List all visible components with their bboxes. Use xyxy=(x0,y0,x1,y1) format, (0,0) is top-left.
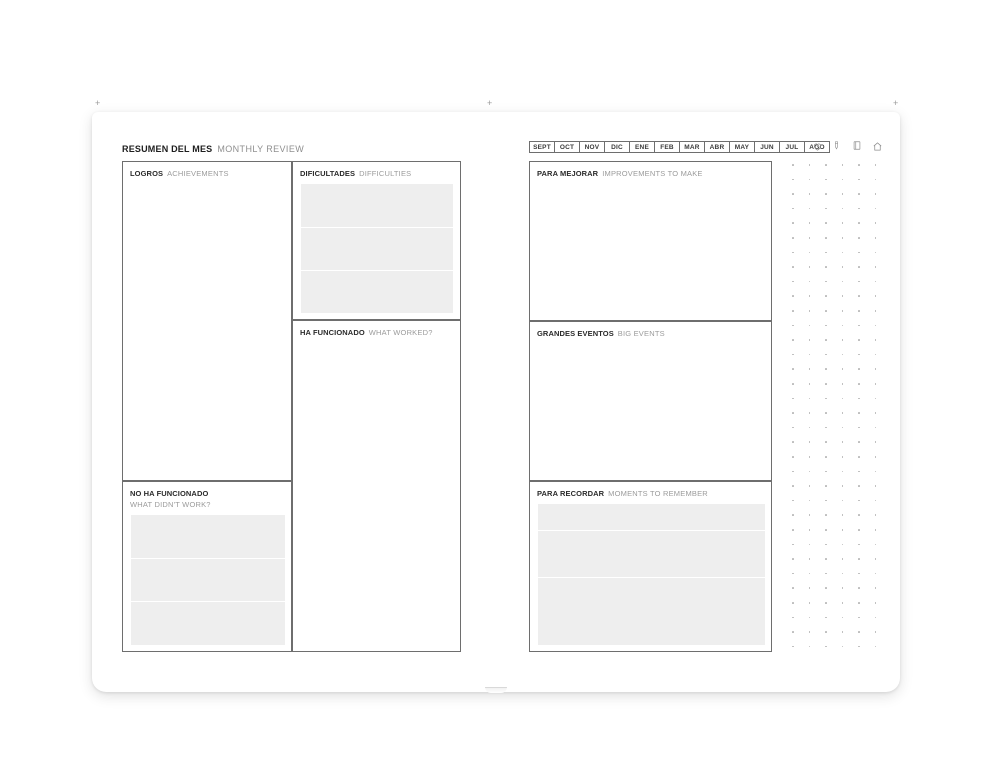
grid-dot xyxy=(825,514,827,516)
grid-dot xyxy=(825,325,827,327)
page-title-en: MONTHLY REVIEW xyxy=(217,144,305,154)
grid-dot xyxy=(875,281,877,283)
grid-dot xyxy=(792,471,794,473)
grid-dot xyxy=(792,617,794,619)
grid-dot xyxy=(792,398,794,400)
crop-mark-top-center: + xyxy=(487,98,493,108)
grid-dot xyxy=(858,456,860,458)
grid-dot xyxy=(825,339,827,341)
page-title-es: RESUMEN DEL MES xyxy=(122,144,213,154)
grid-dot xyxy=(858,573,860,575)
grid-dot xyxy=(809,398,811,400)
grid-dot xyxy=(842,325,844,327)
grid-dot xyxy=(809,602,811,604)
grid-dot xyxy=(858,558,860,560)
grid-dot xyxy=(825,529,827,531)
grid-dot xyxy=(858,646,860,648)
month-tab-dic[interactable]: DIC xyxy=(605,142,630,152)
grid-dot xyxy=(809,208,811,210)
grid-dot xyxy=(875,164,877,166)
grid-dot xyxy=(792,325,794,327)
grid-dot xyxy=(842,646,844,648)
grid-dot xyxy=(875,544,877,546)
grid-dot xyxy=(858,427,860,429)
book-icon[interactable] xyxy=(852,139,863,152)
grid-dot xyxy=(825,544,827,546)
grid-dot xyxy=(792,441,794,443)
home-icon[interactable] xyxy=(872,139,883,152)
grid-dot xyxy=(825,179,827,181)
grid-dot xyxy=(858,587,860,589)
grid-dot xyxy=(875,573,877,575)
grid-dot xyxy=(858,281,860,283)
grid-dot xyxy=(842,602,844,604)
section-what-didnt-work[interactable] xyxy=(122,481,292,652)
grid-dot xyxy=(858,368,860,370)
grid-dot xyxy=(825,558,827,560)
grid-dot xyxy=(875,383,877,385)
grid-dot xyxy=(875,339,877,341)
grid-dot xyxy=(858,514,860,516)
grid-dot xyxy=(809,441,811,443)
grid-dot xyxy=(842,441,844,443)
grid-dot xyxy=(792,310,794,312)
month-tab-may[interactable]: MAY xyxy=(730,142,755,152)
grid-dot xyxy=(875,500,877,502)
grid-dot xyxy=(825,193,827,195)
grid-dot xyxy=(858,179,860,181)
grid-dot xyxy=(842,266,844,268)
grid-dot xyxy=(825,252,827,254)
grid-dot xyxy=(875,208,877,210)
grid-dot xyxy=(825,383,827,385)
heart-icon[interactable] xyxy=(812,139,823,152)
grid-dot xyxy=(875,456,877,458)
month-tab-jun[interactable]: JUN xyxy=(755,142,780,152)
section-moments-to-remember-label: PARA RECORDAR MOMENTS TO REMEMBER xyxy=(537,489,708,498)
grid-dot xyxy=(825,368,827,370)
grid-dot xyxy=(809,354,811,356)
grid-dot xyxy=(858,383,860,385)
section-what-worked-label: HA FUNCIONADO WHAT WORKED? xyxy=(300,328,433,337)
grid-dot xyxy=(825,281,827,283)
grid-dot xyxy=(809,587,811,589)
grid-dot xyxy=(858,529,860,531)
grid-dot xyxy=(842,500,844,502)
grid-dot xyxy=(842,631,844,633)
grid-dot xyxy=(825,646,827,648)
grid-dot xyxy=(875,646,877,648)
grid-dot xyxy=(809,368,811,370)
grid-dot xyxy=(825,222,827,224)
section-what-worked[interactable] xyxy=(292,320,461,652)
grid-dot xyxy=(792,266,794,268)
grid-dot xyxy=(809,325,811,327)
grid-dot xyxy=(875,631,877,633)
grid-dot xyxy=(858,412,860,414)
grid-dot xyxy=(842,222,844,224)
grid-dot xyxy=(792,485,794,487)
section-improvements[interactable] xyxy=(529,161,772,321)
grid-dot xyxy=(858,208,860,210)
page-title xyxy=(122,142,304,155)
grid-dot xyxy=(842,514,844,516)
grid-dot xyxy=(842,383,844,385)
grid-dot xyxy=(825,237,827,239)
grid-dot xyxy=(792,281,794,283)
grid-dot xyxy=(842,573,844,575)
section-what-didnt-work-label: NO HA FUNCIONADO WHAT DIDN'T WORK? xyxy=(130,489,211,509)
month-tab-jul[interactable]: JUL xyxy=(780,142,805,152)
grid-dot xyxy=(875,602,877,604)
grid-dot xyxy=(842,412,844,414)
grid-dot xyxy=(858,354,860,356)
grid-dot xyxy=(875,514,877,516)
grid-dot xyxy=(792,573,794,575)
grid-dot xyxy=(792,383,794,385)
grid-dot xyxy=(809,237,811,239)
grid-dot xyxy=(792,602,794,604)
grid-dot xyxy=(792,368,794,370)
grid-dot xyxy=(809,617,811,619)
grid-dot xyxy=(875,354,877,356)
grid-dot xyxy=(858,222,860,224)
grid-dot xyxy=(792,456,794,458)
grid-dot xyxy=(842,456,844,458)
grid-dot xyxy=(825,208,827,210)
grid-dot xyxy=(858,485,860,487)
grid-dot xyxy=(792,208,794,210)
grid-dot xyxy=(842,193,844,195)
crop-mark-top-left: + xyxy=(95,98,101,108)
grid-dot xyxy=(858,398,860,400)
section-improvements-label: PARA MEJORAR IMPROVEMENTS TO MAKE xyxy=(537,169,703,178)
month-tab-sept[interactable]: SEPT xyxy=(530,142,555,152)
grid-dot xyxy=(858,193,860,195)
month-tab-ene[interactable]: ENE xyxy=(630,142,655,152)
grid-dot xyxy=(825,500,827,502)
grid-dot xyxy=(825,354,827,356)
grid-dot xyxy=(875,485,877,487)
writing-area-difficulties[interactable] xyxy=(301,184,453,313)
grid-dot xyxy=(842,237,844,239)
grid-dot xyxy=(792,427,794,429)
grid-dot xyxy=(809,646,811,648)
grid-dot xyxy=(825,310,827,312)
section-achievements-label: LOGROS ACHIEVEMENTS xyxy=(130,169,229,178)
grid-dot xyxy=(809,222,811,224)
grid-dot xyxy=(809,456,811,458)
pen-icon[interactable] xyxy=(832,139,843,152)
grid-dot xyxy=(792,514,794,516)
grid-dot xyxy=(825,427,827,429)
grid-dot xyxy=(858,544,860,546)
writing-area-moments-to-remember[interactable] xyxy=(538,504,765,645)
grid-dot xyxy=(809,266,811,268)
grid-dot xyxy=(792,354,794,356)
grid-dot xyxy=(875,412,877,414)
grid-dot xyxy=(858,441,860,443)
section-moments-to-remember[interactable] xyxy=(529,481,772,652)
grid-dot xyxy=(792,558,794,560)
grid-dot xyxy=(792,237,794,239)
grid-dot xyxy=(875,587,877,589)
grid-dot xyxy=(842,164,844,166)
month-tab-feb[interactable]: FEB xyxy=(655,142,680,152)
grid-dot xyxy=(842,427,844,429)
grid-dot xyxy=(858,310,860,312)
month-tab-ago[interactable]: AGO xyxy=(809,143,825,151)
grid-dot xyxy=(875,529,877,531)
grid-dot xyxy=(792,544,794,546)
grid-dot xyxy=(875,558,877,560)
grid-dot xyxy=(825,631,827,633)
grid-dot xyxy=(809,514,811,516)
grid-dot xyxy=(858,266,860,268)
grid-dot xyxy=(809,339,811,341)
grid-dot xyxy=(825,412,827,414)
grid-dot xyxy=(809,529,811,531)
grid-dot xyxy=(792,252,794,254)
grid-dot xyxy=(858,631,860,633)
section-big-events[interactable] xyxy=(529,321,772,481)
grid-dot xyxy=(858,339,860,341)
grid-dot xyxy=(875,441,877,443)
crop-mark-top-right: + xyxy=(893,98,899,108)
grid-dot xyxy=(825,602,827,604)
month-tabs[interactable] xyxy=(529,141,830,153)
grid-dot xyxy=(792,529,794,531)
grid-dot xyxy=(875,368,877,370)
section-difficulties-label: DIFICULTADES DIFFICULTIES xyxy=(300,169,412,178)
grid-dot xyxy=(809,164,811,166)
grid-dot xyxy=(809,573,811,575)
grid-dot xyxy=(809,631,811,633)
grid-dot xyxy=(875,310,877,312)
grid-dot xyxy=(809,295,811,297)
grid-dot xyxy=(875,427,877,429)
grid-dot xyxy=(825,485,827,487)
section-difficulties[interactable] xyxy=(292,161,461,320)
grid-dot xyxy=(809,281,811,283)
grid-dot xyxy=(842,558,844,560)
grid-dot xyxy=(875,266,877,268)
grid-dot xyxy=(792,222,794,224)
grid-dot xyxy=(792,587,794,589)
grid-dot xyxy=(875,617,877,619)
grid-dot xyxy=(875,252,877,254)
grid-dot xyxy=(809,471,811,473)
grid-dot xyxy=(842,208,844,210)
grid-dot xyxy=(842,281,844,283)
dot-grid xyxy=(786,160,884,655)
grid-dot xyxy=(825,617,827,619)
grid-dot xyxy=(858,237,860,239)
grid-dot xyxy=(809,252,811,254)
grid-dot xyxy=(809,485,811,487)
grid-dot xyxy=(809,412,811,414)
grid-dot xyxy=(875,471,877,473)
section-big-events-label: GRANDES EVENTOS BIG EVENTS xyxy=(537,329,665,338)
grid-dot xyxy=(875,179,877,181)
grid-dot xyxy=(842,587,844,589)
grid-dot xyxy=(842,485,844,487)
grid-dot xyxy=(809,558,811,560)
grid-dot xyxy=(825,456,827,458)
spine-notch xyxy=(485,687,507,693)
grid-dot xyxy=(825,266,827,268)
grid-dot xyxy=(858,325,860,327)
grid-dot xyxy=(792,646,794,648)
grid-dot xyxy=(809,544,811,546)
grid-dot xyxy=(792,295,794,297)
grid-dot xyxy=(875,398,877,400)
grid-dot xyxy=(842,339,844,341)
grid-dot xyxy=(809,179,811,181)
grid-dot xyxy=(875,222,877,224)
grid-dot xyxy=(842,398,844,400)
grid-dot xyxy=(842,354,844,356)
grid-dot xyxy=(858,602,860,604)
month-tab-oct[interactable]: OCT xyxy=(555,142,580,152)
grid-dot xyxy=(842,310,844,312)
grid-dot xyxy=(809,383,811,385)
grid-dot xyxy=(792,412,794,414)
grid-dot xyxy=(842,529,844,531)
grid-dot xyxy=(825,587,827,589)
grid-dot xyxy=(792,339,794,341)
grid-dot xyxy=(809,193,811,195)
grid-dot xyxy=(858,617,860,619)
grid-dot xyxy=(809,500,811,502)
grid-dot xyxy=(875,325,877,327)
grid-dot xyxy=(858,471,860,473)
grid-dot xyxy=(875,295,877,297)
icon-row xyxy=(812,139,883,152)
month-tab-nov[interactable]: NOV xyxy=(580,142,605,152)
grid-dot xyxy=(809,310,811,312)
writing-area-what-didnt-work[interactable] xyxy=(131,515,285,645)
grid-dot xyxy=(842,368,844,370)
grid-dot xyxy=(792,193,794,195)
grid-dot xyxy=(825,398,827,400)
grid-dot xyxy=(875,237,877,239)
grid-dot xyxy=(825,164,827,166)
grid-dot xyxy=(842,544,844,546)
grid-dot xyxy=(858,252,860,254)
grid-dot xyxy=(842,617,844,619)
grid-dot xyxy=(792,631,794,633)
grid-dot xyxy=(842,471,844,473)
grid-dot xyxy=(809,427,811,429)
grid-dot xyxy=(875,193,877,195)
grid-dot xyxy=(842,252,844,254)
grid-dot xyxy=(792,179,794,181)
grid-dot xyxy=(792,164,794,166)
month-tab-mar[interactable]: MAR xyxy=(680,142,705,152)
grid-dot xyxy=(858,164,860,166)
grid-dot xyxy=(825,471,827,473)
grid-dot xyxy=(792,500,794,502)
section-achievements[interactable] xyxy=(122,161,292,481)
month-tab-abr[interactable]: ABR xyxy=(705,142,730,152)
grid-dot xyxy=(842,295,844,297)
grid-dot xyxy=(825,573,827,575)
grid-dot xyxy=(825,295,827,297)
grid-dot xyxy=(825,441,827,443)
grid-dot xyxy=(858,500,860,502)
grid-dot xyxy=(858,295,860,297)
grid-dot xyxy=(842,179,844,181)
